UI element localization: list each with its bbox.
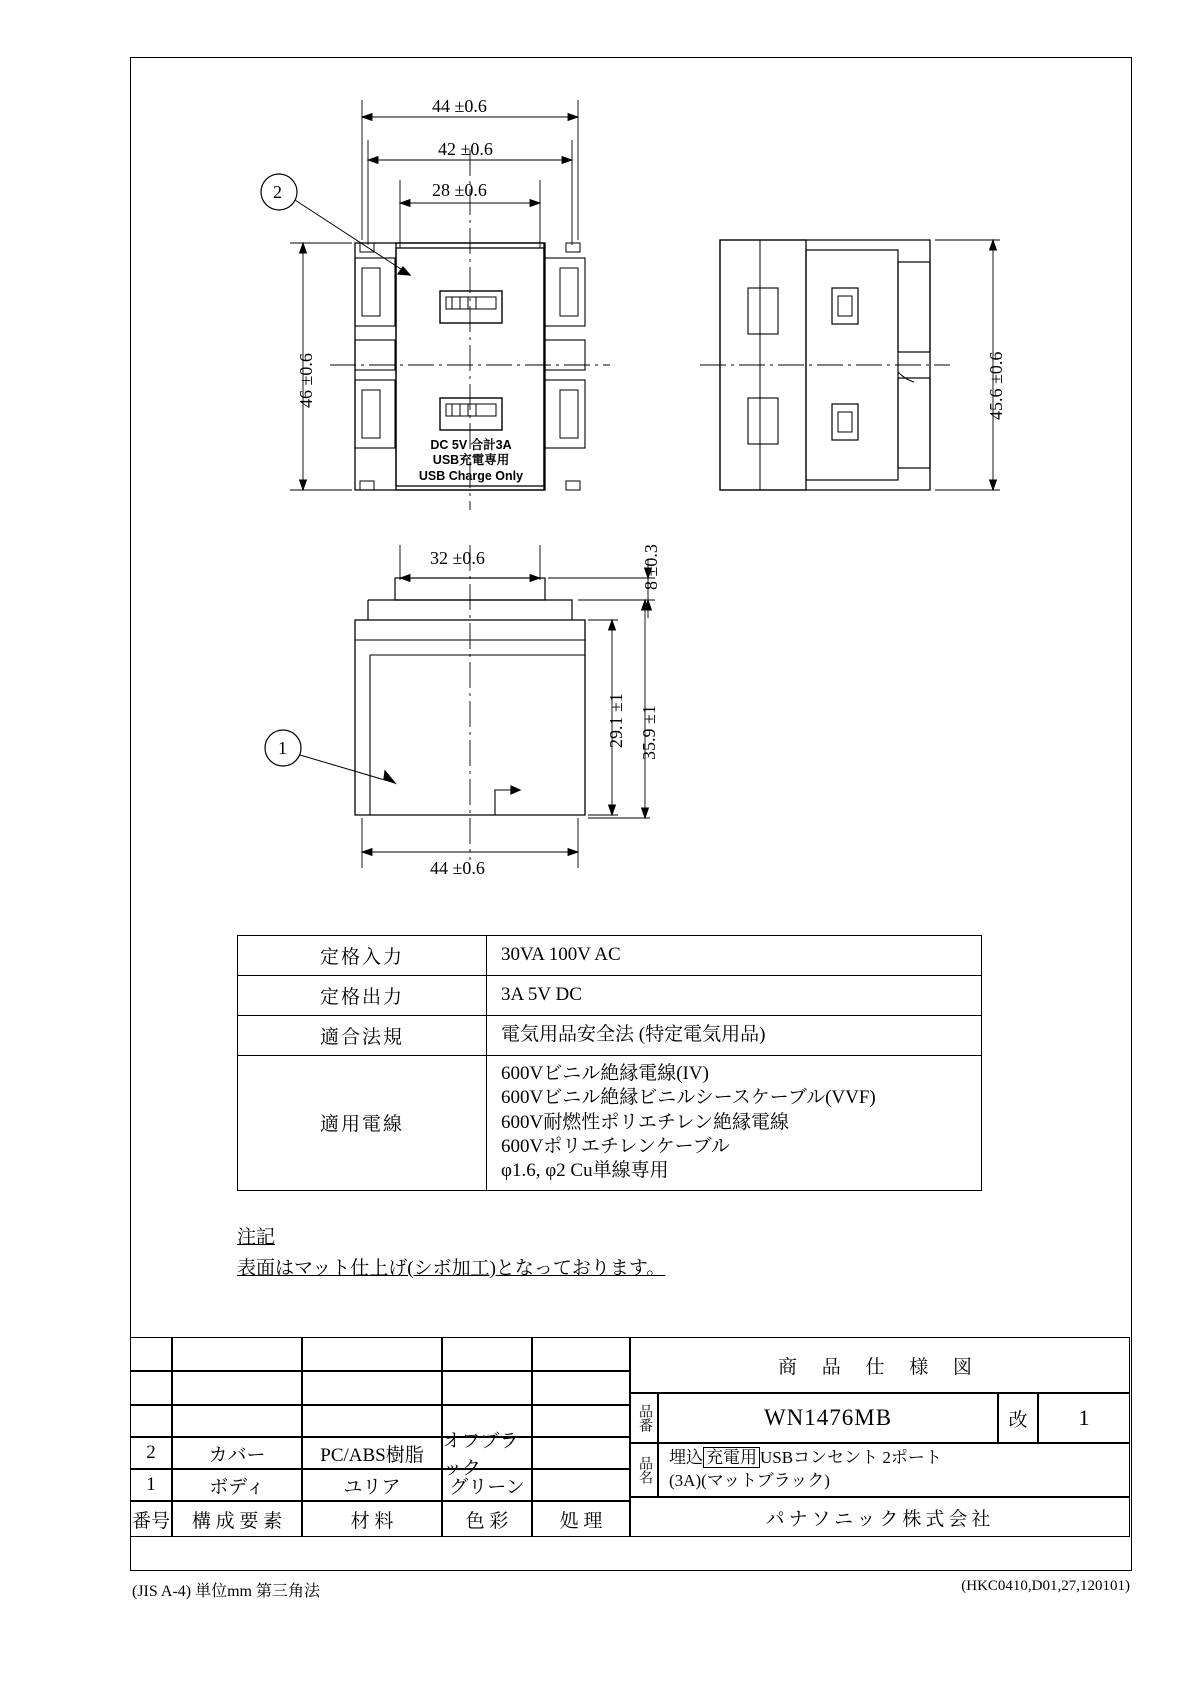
parts-blank-2 — [172, 1337, 302, 1371]
kai-value: 1 — [1038, 1393, 1130, 1443]
table-row — [238, 936, 982, 976]
spec-value: 600Vビニル絶縁電線(IV) 600Vビニル絶縁ビニルシースケーブル(VVF) 600V耐燃性ポリエチレン絶縁電線 600Vポリエチレンケーブル φ1.6, φ2 Cu単線専用 — [487, 1056, 982, 1191]
parts-blank-15 — [532, 1405, 630, 1437]
note-block — [237, 1222, 665, 1280]
kai-label: 改 — [998, 1393, 1038, 1443]
dim-44-top: 44 ±0.6 — [432, 96, 487, 116]
title-block — [130, 1337, 1130, 1569]
parts-blank-13 — [302, 1405, 442, 1437]
part-finish-1 — [532, 1469, 630, 1501]
table-row — [238, 1056, 982, 1191]
spec-label: 適用電線 — [238, 1056, 487, 1191]
part-no-2: 2 — [130, 1437, 172, 1469]
face-label-line2: USB充電専用 — [432, 453, 510, 468]
spec-label: 定格入力 — [238, 936, 487, 976]
parts-blank-4 — [442, 1337, 532, 1371]
parts-header-finish: 処 理 — [532, 1501, 630, 1537]
hinban-value: WN1476MB — [658, 1393, 998, 1443]
spec-value: 3A 5V DC — [487, 976, 982, 1016]
part-color-1: グリーン — [442, 1469, 532, 1501]
part-material-2: PC/ABS樹脂 — [302, 1437, 442, 1469]
parts-blank-12 — [172, 1405, 302, 1437]
dim-46: 46 ±0.6 — [296, 353, 316, 408]
parts-blank-5 — [532, 1337, 630, 1371]
part-finish-2 — [532, 1437, 630, 1469]
parts-blank-9 — [442, 1371, 532, 1405]
hinban-label: 品番 — [630, 1393, 658, 1443]
parts-blank-11 — [130, 1405, 172, 1437]
footer-right: (HKC0410,D01,27,120101) — [961, 1578, 1130, 1594]
spec-label: 定格出力 — [238, 976, 487, 1016]
hinmei-boxed: 充電用 — [703, 1447, 760, 1468]
parts-blank-8 — [302, 1371, 442, 1405]
dim-35p9: 35.9 ±1 — [639, 705, 659, 760]
hinmei-suffix: USBコンセント 2ポート — [760, 1448, 942, 1468]
face-label-line3: USB Charge Only — [418, 468, 524, 483]
parts-blank-1 — [130, 1337, 172, 1371]
dim-42: 42 ±0.6 — [438, 139, 493, 159]
drawing-title: 商 品 仕 様 図 — [630, 1337, 1130, 1393]
footer-left: (JIS A-4) 単位mm 第三角法 — [132, 1583, 321, 1600]
dim-29p1: 29.1 ±1 — [606, 693, 626, 748]
company-name: パナソニック株式会社 — [630, 1497, 1130, 1537]
dim-8: 8 ±0.3 — [641, 544, 661, 590]
spec-table — [237, 935, 982, 1191]
table-row — [238, 976, 982, 1016]
part-no-1: 1 — [130, 1469, 172, 1501]
hinmei-line2: (3A)(マットブラック) — [669, 1471, 830, 1490]
part-material-1: ユリア — [302, 1469, 442, 1501]
balloon-2-label: 2 — [273, 182, 282, 202]
face-label-line1: DC 5V 合計3A — [430, 438, 512, 452]
note-text: 表面はマット仕上げ(シボ加工)となっております。 — [237, 1258, 666, 1279]
parts-header-no: 番号 — [130, 1501, 172, 1537]
table-row — [238, 1016, 982, 1056]
spec-value: 30VA 100V AC — [487, 936, 982, 976]
spec-value: 電気用品安全法 (特定電気用品) — [487, 1016, 982, 1056]
parts-header-color: 色 彩 — [442, 1501, 532, 1537]
dim-45p6: 45.6 ±0.6 — [986, 351, 1006, 420]
hinmei-prefix: 埋込 — [669, 1448, 703, 1468]
spec-label: 適合法規 — [238, 1016, 487, 1056]
dim-28: 28 ±0.6 — [432, 180, 487, 200]
parts-header-element: 構 成 要 素 — [172, 1501, 302, 1537]
parts-blank-7 — [172, 1371, 302, 1405]
dim-32: 32 ±0.6 — [430, 548, 485, 568]
balloon-1-label: 1 — [278, 738, 287, 758]
part-element-2: カバー — [172, 1437, 302, 1469]
dim-44-bottom: 44 ±0.6 — [430, 858, 485, 878]
note-heading: 注記 — [237, 1227, 276, 1248]
part-color-2: オフブラック — [442, 1437, 532, 1469]
hinmei-value — [658, 1443, 1130, 1497]
hinmei-label: 品名 — [630, 1443, 658, 1497]
parts-header-material: 材 料 — [302, 1501, 442, 1537]
parts-blank-3 — [302, 1337, 442, 1371]
part-element-1: ボディ — [172, 1469, 302, 1501]
parts-blank-10 — [532, 1371, 630, 1405]
parts-blank-6 — [130, 1371, 172, 1405]
